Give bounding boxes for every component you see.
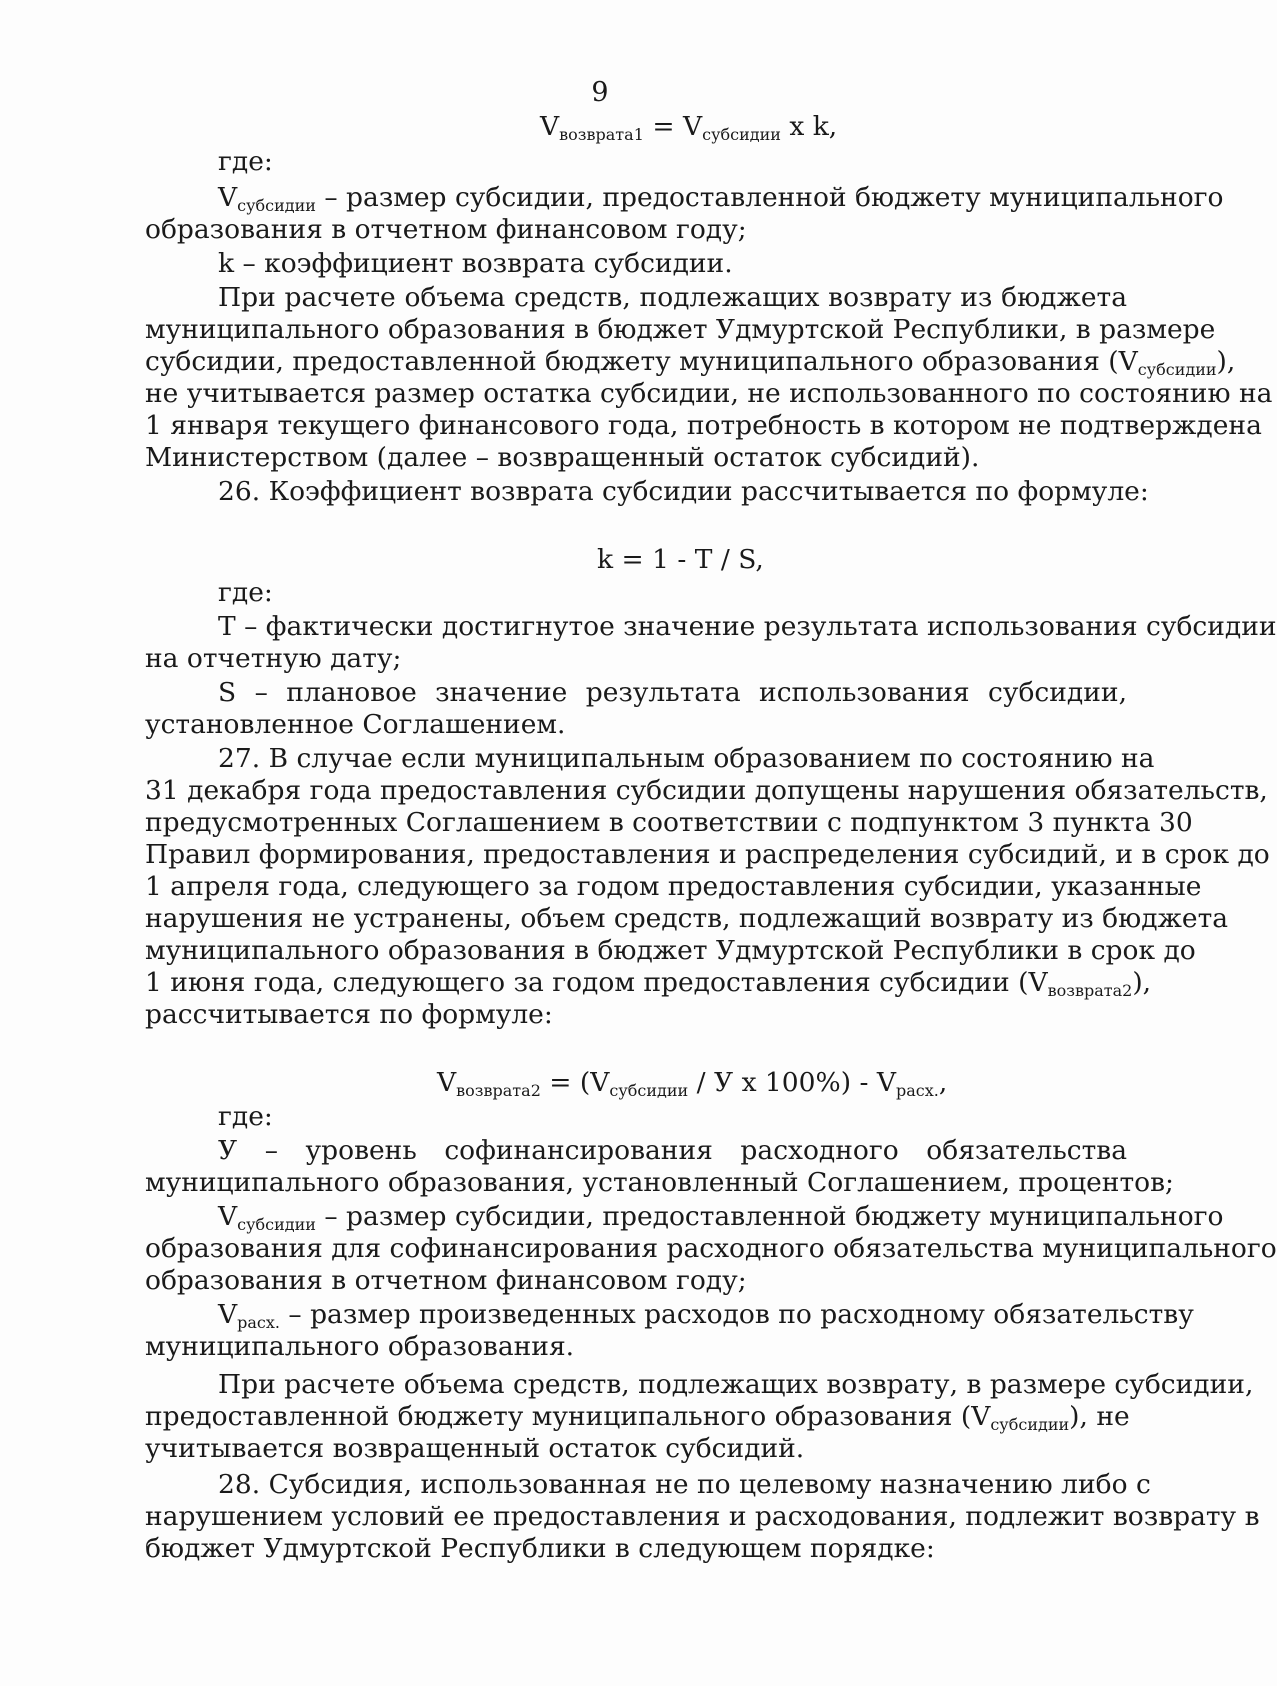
paragraph-pri-raschete-1-line1: При расчете объема средств, подлежащих возврату из бюджета [218,282,1127,313]
definition-k: k – коэффициент возврата субсидии. [218,248,733,279]
definition-S-line1: S – плановое значение результата использования субсидии, [218,677,1127,708]
where-label-3: где: [218,1101,273,1132]
definition-v-subsidii-2-line2: образования для софинансирования расходного обязательства муниципального [145,1233,1277,1264]
formula-v-vozvrata2: $V_{возврата2} = (V_{субсидии} / У$ x $100\%) - V_{расх.}$, [437,1067,948,1100]
item-27-line3: предусмотренных Соглашением в соответствии с подпунктом 3 пункта 30 [145,807,1193,838]
formula-k: k = 1 - T / S, [597,544,764,575]
definition-S-line2: установленное Соглашением. [145,709,566,740]
item-27-line4: Правил формирования, предоставления и распределения субсидий, и в срок до [145,839,1270,870]
paragraph-pri-raschete-1-line3: субсидии, предоставленной бюджету муниципального образования $(V_{субсидии})$, [145,346,1236,379]
definition-U-line2: муниципального образования, установленный Соглашением, процентов; [145,1167,1174,1198]
item-28-line2: нарушением условий ее предоставления и расходования, подлежит возврату в [145,1501,1260,1532]
definition-U-line1: У – уровень софинансирования расходного обязательства [218,1135,1127,1166]
where-label-1: где: [218,146,273,177]
item-27-line9: рассчитывается по формуле: [145,999,553,1030]
item-27-line6: нарушения не устранены, объем средств, подлежащий возврату из бюджета [145,903,1229,934]
paragraph-pri-raschete-2-line2: предоставленной бюджету муниципального образования $(V_{субсидии})$, не [145,1401,1130,1434]
definition-T-line2: на отчетную дату; [145,643,402,674]
paragraph-pri-raschete-1-line4: не учитывается размер остатка субсидии, не использованного по состоянию на [145,378,1273,409]
item-27-line1: 27. В случае если муниципальным образованием по состоянию на [218,743,1155,774]
item-27-line7: муниципального образования в бюджет Удмуртской Республики в срок до [145,935,1196,966]
item-27-line2: 31 декабря года предоставления субсидии допущены нарушения обязательств, [145,775,1268,806]
item-27-line5: 1 апреля года, следующего за годом предоставления субсидии, указанные [145,871,1202,902]
paragraph-pri-raschete-1-line6: Министерством (далее – возвращенный остаток субсидий). [145,442,980,473]
page-number: 9 [591,77,609,108]
formula-v-vozvrata1: $V_{возврата1} = V_{субсидии}$ x k, [540,111,838,144]
definition-v-rash-line2: муниципального образования. [145,1331,575,1362]
item-28-line3: бюджет Удмуртской Республики в следующем порядке: [145,1533,935,1564]
paragraph-pri-raschete-1-line2: муниципального образования в бюджет Удмуртской Республики, в размере [145,314,1216,345]
paragraph-pri-raschete-1-line5: 1 января текущего финансового года, потребность в котором не подтверждена [145,410,1262,441]
definition-v-subsidii-2-line1: $V_{субсидии}$ – размер субсидии, предоставленной бюджету муниципального [218,1201,1224,1234]
item-28-line1: 28. Субсидия, использованная не по целевому назначению либо с [218,1469,1151,1500]
paragraph-pri-raschete-2-line3: учитывается возвращенный остаток субсидий. [145,1433,805,1464]
definition-v-rash-line1: $V_{расх.}$ – размер произведенных расходов по расходному обязательству [218,1299,1194,1332]
paragraph-pri-raschete-2-line1: При расчете объема средств, подлежащих возврату, в размере субсидии, [218,1369,1254,1400]
definition-T-line1: T – фактически достигнутое значение результата использования субсидии [218,611,1277,642]
item-26: 26. Коэффициент возврата субсидии рассчитывается по формуле: [218,476,1149,507]
definition-v-subsidii-line2: образования в отчетном финансовом году; [145,214,747,245]
definition-v-subsidii-2-line3: образования в отчетном финансовом году; [145,1265,747,1296]
item-27-line8: 1 июня года, следующего за годом предоставления субсидии $(V_{возврата2})$, [145,967,1152,1000]
where-label-2: где: [218,577,273,608]
definition-v-subsidii-line1: $V_{субсидии}$ – размер субсидии, предоставленной бюджету муниципального [218,182,1224,215]
